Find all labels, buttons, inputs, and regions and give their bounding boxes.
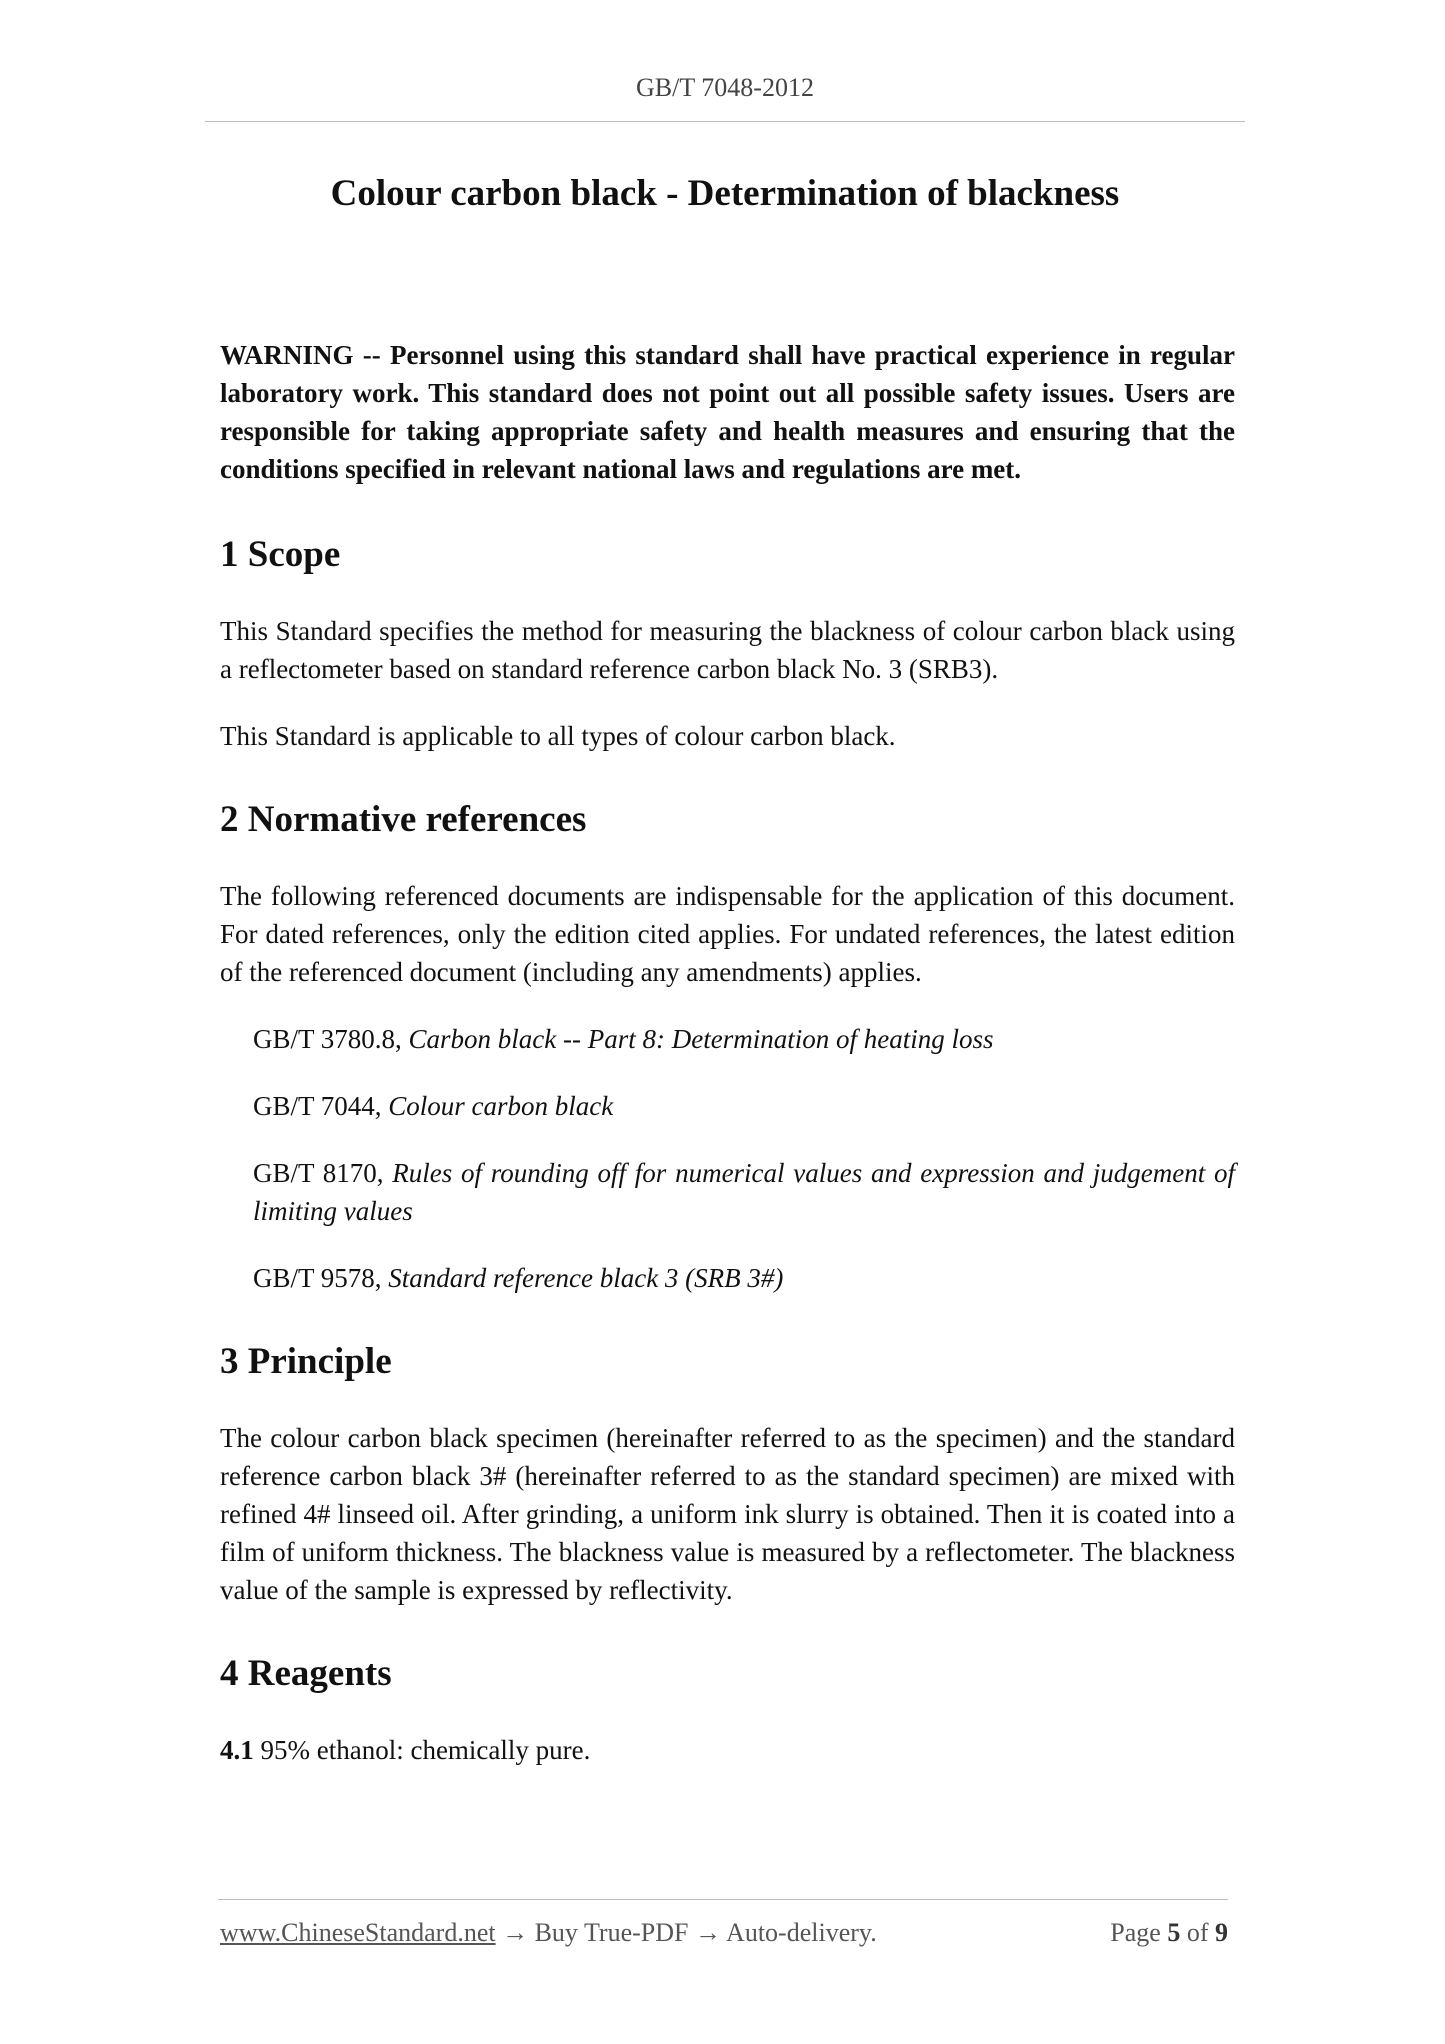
clause-number: 4.1 <box>220 1735 254 1765</box>
document-title: Colour carbon black - Determination of blackness <box>330 173 1120 214</box>
reference-item <box>253 1154 1235 1230</box>
reference-item <box>253 1259 1235 1297</box>
page-indicator <box>1110 1916 1228 1950</box>
page-of: of <box>1180 1918 1215 1947</box>
page-total: 9 <box>1215 1918 1228 1947</box>
reference-item <box>253 1020 1235 1058</box>
running-header: GB/T 7048-2012 <box>636 73 814 102</box>
footer-divider <box>218 1899 1228 1900</box>
reference-title: Carbon black -- Part 8: Determination of heating loss <box>408 1024 994 1054</box>
reference-title: Rules of rounding off for numerical values and expression and judgement of limiting values <box>253 1158 1235 1226</box>
scope-paragraph: This Standard is applicable to all types of colour carbon black. <box>220 721 896 751</box>
reference-code: GB/T 7044, <box>253 1091 389 1121</box>
reference-code: GB/T 9578, <box>253 1263 389 1293</box>
page-current: 5 <box>1167 1918 1181 1947</box>
section-heading-reagents: 4 Reagents <box>220 1653 392 1694</box>
reference-code: GB/T 8170, <box>253 1158 393 1188</box>
scope-paragraph: This Standard specifies the method for measuring the blackness of colour carbon black using a reflectometer based on standard reference carbon black No. 3 (SRB3). <box>220 616 1235 684</box>
section-heading-principle: 3 Principle <box>220 1341 392 1382</box>
warning-notice: WARNING -- Personnel using this standard shall have practical experience in regular laboratory work. This standard does not point out all possible safety issues. Users are responsible for taking appropriate safety and health measures and ensuring that the conditions specified in relevant national laws and regulations are met. <box>220 340 1235 484</box>
reagent-clause <box>220 1731 1235 1769</box>
principle-paragraph: The colour carbon black specimen (hereinafter referred to as the specimen) and the standard reference carbon black 3# (hereinafter referred to as the standard specimen) are mixed with refined 4# linseed oil. After grinding, a uniform ink slurry is obtained. Then it is coated into a film of uniform thickness. The blackness value is measured by a reflectometer. The blackness value of the sample is expressed by reflectivity. <box>220 1423 1235 1605</box>
reference-code: GB/T 3780.8, <box>253 1024 409 1054</box>
section-heading-scope: 1 Scope <box>220 534 341 575</box>
header-divider <box>205 121 1245 122</box>
footer-promo <box>220 1916 877 1950</box>
reference-item <box>253 1087 1235 1125</box>
clause-text: 95% ethanol: chemically pure. <box>253 1735 591 1765</box>
reference-title: Standard reference black 3 (SRB 3#) <box>388 1263 784 1293</box>
site-link[interactable]: www.ChineseStandard.net <box>220 1918 496 1947</box>
footer-promo-text: → Buy True-PDF → Auto-delivery. <box>495 1918 877 1947</box>
reference-title: Colour carbon black <box>388 1091 614 1121</box>
page-label: Page <box>1110 1918 1168 1947</box>
normative-intro-paragraph: The following referenced documents are indispensable for the application of this document. For dated references, only the edition cited applies. For undated references, the latest edition of the referenced document (including any amendments) applies. <box>220 881 1235 987</box>
section-heading-normative-references: 2 Normative references <box>220 799 587 840</box>
document-body <box>220 336 1235 1798</box>
